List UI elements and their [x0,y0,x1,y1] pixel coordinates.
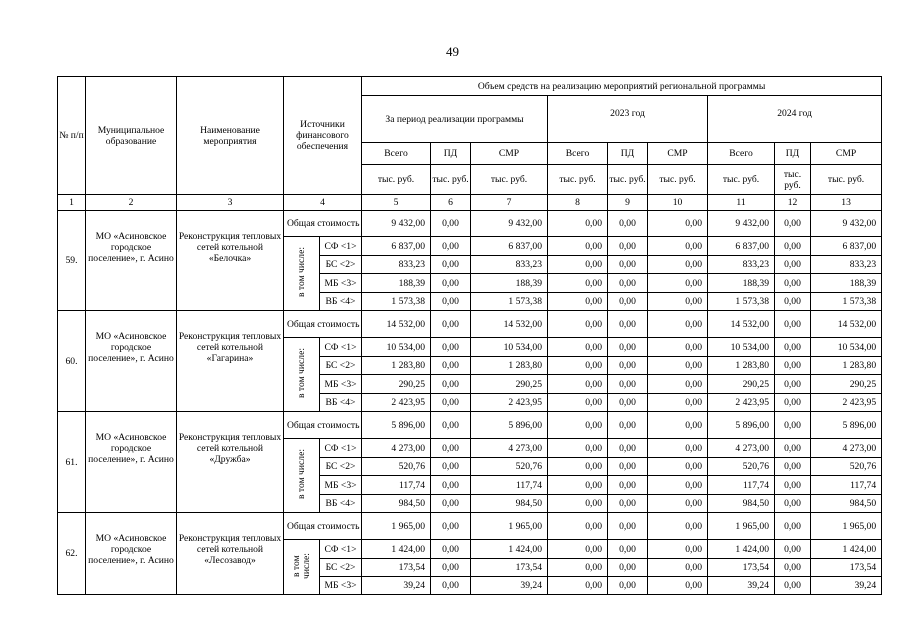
source-value-cell: 0,00 [648,495,708,513]
source-value-cell: 39,24 [471,577,548,595]
source-value-cell: 0,00 [548,274,608,293]
source-value-cell: 173,54 [811,559,882,577]
source-value-cell: 0,00 [648,439,708,458]
source-value-cell: 39,24 [362,577,431,595]
source-value-cell: 0,00 [775,256,811,274]
source-value-cell: 0,00 [775,458,811,476]
source-value-cell: 39,24 [708,577,775,595]
source-value-cell: 0,00 [648,237,708,256]
measure-name-cell: Реконструкция тепловых сетей котельной «Дружба» [177,412,284,513]
source-value-cell: 0,00 [548,357,608,375]
source-value-cell: 0,00 [648,293,708,311]
source-value-cell: 1 283,80 [362,357,431,375]
source-value-cell: 1 573,38 [362,293,431,311]
source-value-cell: 10 534,00 [362,338,431,357]
source-value-cell: 0,00 [775,274,811,293]
source-value-cell: 1 424,00 [708,540,775,559]
total-value-cell: 5 896,00 [811,412,882,439]
column-index-cell: 2 [86,195,177,211]
source-value-cell: 0,00 [431,559,471,577]
source-value-cell: 117,74 [362,476,431,495]
source-value-cell: 188,39 [362,274,431,293]
source-value-cell: 6 837,00 [708,237,775,256]
header-period-2023: 2023 год [548,96,708,143]
source-value-cell: 1 424,00 [362,540,431,559]
source-value-cell: 0,00 [648,274,708,293]
column-index-cell: 7 [471,195,548,211]
source-value-cell: 6 837,00 [811,237,882,256]
table-row [58,311,882,338]
column-index-cell: 9 [608,195,648,211]
column-index-cell: 5 [362,195,431,211]
total-value-cell: 0,00 [548,412,608,439]
source-value-cell: 0,00 [548,237,608,256]
total-value-cell: 0,00 [608,211,648,237]
header-row-1 [58,77,882,96]
source-label: МБ <3> [320,274,362,293]
source-value-cell: 0,00 [608,375,648,394]
total-value-cell: 0,00 [648,311,708,338]
source-value-cell: 117,74 [471,476,548,495]
source-value-cell: 0,00 [431,540,471,559]
source-label: МБ <3> [320,375,362,394]
source-value-cell: 0,00 [608,237,648,256]
municipality-cell: МО «Асиновское городское поселение», г. Асино [86,311,177,412]
source-value-cell: 0,00 [648,338,708,357]
source-value-cell: 0,00 [775,394,811,412]
source-label: МБ <3> [320,577,362,595]
source-value-cell: 188,39 [471,274,548,293]
source-value-cell: 290,25 [811,375,882,394]
source-value-cell: 0,00 [431,237,471,256]
source-value-cell: 117,74 [811,476,882,495]
row-number: 61. [58,412,86,513]
header-period-total: За период реализации программы [362,96,548,143]
including-label [284,540,320,595]
total-value-cell: 0,00 [648,412,708,439]
column-index-row [58,195,882,211]
total-value-cell: 0,00 [431,211,471,237]
total-value-cell: 9 432,00 [811,211,882,237]
source-value-cell: 0,00 [775,338,811,357]
source-value-cell: 1 573,38 [708,293,775,311]
header-unit-pd-1: тыс. руб. [431,165,471,195]
municipality-cell: МО «Асиновское городское поселение», г. Асино [86,412,177,513]
source-value-cell: 0,00 [648,559,708,577]
measure-name-cell: Реконструкция тепловых сетей котельной «Лесозавод» [177,513,284,595]
header-pd-3: ПД [775,143,811,165]
source-value-cell: 290,25 [362,375,431,394]
source-value-cell: 0,00 [775,559,811,577]
source-value-cell: 1 283,80 [708,357,775,375]
source-value-cell: 4 273,00 [362,439,431,458]
source-value-cell: 0,00 [431,458,471,476]
including-label [284,338,320,412]
header-unit-5: тыс. руб. [708,165,775,195]
source-value-cell: 0,00 [548,293,608,311]
header-vsego-1: Всего [362,143,431,165]
total-value-cell: 1 965,00 [708,513,775,540]
source-value-cell: 0,00 [548,458,608,476]
total-value-cell: 1 965,00 [471,513,548,540]
source-value-cell: 2 423,95 [362,394,431,412]
source-value-cell: 0,00 [608,559,648,577]
total-value-cell: 5 896,00 [362,412,431,439]
source-value-cell: 117,74 [708,476,775,495]
total-value-cell: 0,00 [648,513,708,540]
source-value-cell: 290,25 [708,375,775,394]
source-value-cell: 833,23 [362,256,431,274]
source-value-cell: 4 273,00 [708,439,775,458]
total-cost-label: Общая стоимость [284,513,362,540]
header-smr-1: СМР [471,143,548,165]
source-value-cell: 0,00 [548,476,608,495]
measure-name-cell: Реконструкция тепловых сетей котельной «Белочка» [177,211,284,311]
source-value-cell: 0,00 [775,476,811,495]
source-value-cell: 6 837,00 [362,237,431,256]
source-value-cell: 0,00 [548,577,608,595]
total-value-cell: 0,00 [775,211,811,237]
source-value-cell: 0,00 [608,439,648,458]
source-value-cell: 0,00 [431,476,471,495]
source-value-cell: 1 283,80 [471,357,548,375]
source-value-cell: 0,00 [775,375,811,394]
source-label: СФ <1> [320,237,362,256]
source-value-cell: 0,00 [775,357,811,375]
source-value-cell: 0,00 [775,540,811,559]
source-value-cell: 0,00 [548,256,608,274]
municipality-cell: МО «Асиновское городское поселение», г. Асино [86,513,177,595]
total-value-cell: 0,00 [775,311,811,338]
column-index-cell: 8 [548,195,608,211]
total-value-cell: 0,00 [548,513,608,540]
table-row [58,211,882,237]
including-text: в том числе: [295,448,307,499]
source-value-cell: 173,54 [471,559,548,577]
total-value-cell: 0,00 [775,412,811,439]
source-value-cell: 0,00 [775,577,811,595]
source-value-cell: 0,00 [648,256,708,274]
header-vsego-3: Всего [708,143,775,165]
source-value-cell: 0,00 [548,559,608,577]
source-value-cell: 0,00 [431,274,471,293]
source-value-cell: 0,00 [431,293,471,311]
including-text: в том числе: [290,552,312,579]
including-label [284,237,320,311]
source-label: СФ <1> [320,439,362,458]
source-value-cell: 0,00 [648,357,708,375]
source-value-cell: 520,76 [811,458,882,476]
source-value-cell: 0,00 [608,476,648,495]
source-value-cell: 0,00 [608,540,648,559]
source-value-cell: 2 423,95 [708,394,775,412]
header-unit-1: тыс. руб. [362,165,431,195]
source-value-cell: 188,39 [708,274,775,293]
total-value-cell: 0,00 [431,513,471,540]
header-col-mo: Муниципальное образование [86,77,177,195]
source-value-cell: 0,00 [431,439,471,458]
total-value-cell: 0,00 [548,211,608,237]
source-value-cell: 1 424,00 [471,540,548,559]
total-value-cell: 9 432,00 [362,211,431,237]
column-index-cell: 13 [811,195,882,211]
source-value-cell: 0,00 [775,237,811,256]
total-cost-label: Общая стоимость [284,412,362,439]
source-value-cell: 1 573,38 [811,293,882,311]
total-value-cell: 1 965,00 [362,513,431,540]
source-value-cell: 0,00 [775,293,811,311]
source-label: БС <2> [320,256,362,274]
source-value-cell: 0,00 [548,338,608,357]
header-col-name: Наименование мероприятия [177,77,284,195]
header-col-sources: Источники финансового обеспечения [284,77,362,195]
measure-name-cell: Реконструкция тепловых сетей котельной «Гагарина» [177,311,284,412]
source-value-cell: 0,00 [608,394,648,412]
column-index-cell: 1 [58,195,86,211]
column-index-cell: 3 [177,195,284,211]
source-value-cell: 4 273,00 [811,439,882,458]
header-col-no: № п/п [58,77,86,195]
source-value-cell: 0,00 [648,476,708,495]
total-value-cell: 0,00 [608,412,648,439]
source-value-cell: 0,00 [775,439,811,458]
source-label: СФ <1> [320,540,362,559]
source-value-cell: 0,00 [431,338,471,357]
including-text: в том числе: [295,246,307,297]
source-label: ВБ <4> [320,394,362,412]
table-row [58,513,882,540]
source-value-cell: 984,50 [362,495,431,513]
source-value-cell: 0,00 [608,577,648,595]
total-value-cell: 5 896,00 [708,412,775,439]
source-value-cell: 0,00 [431,256,471,274]
program-funding-table [57,76,882,595]
total-cost-label: Общая стоимость [284,211,362,237]
total-value-cell: 14 532,00 [811,311,882,338]
source-value-cell: 173,54 [362,559,431,577]
table-row [58,412,882,439]
source-value-cell: 0,00 [431,394,471,412]
source-value-cell: 0,00 [548,394,608,412]
source-value-cell: 0,00 [648,375,708,394]
source-value-cell: 984,50 [708,495,775,513]
header-unit-pd-2: тыс. руб. [608,165,648,195]
source-label: ВБ <4> [320,495,362,513]
row-number: 60. [58,311,86,412]
header-group-title: Объем средств на реализацию мероприятий региональной программы [362,77,882,96]
total-value-cell: 0,00 [608,311,648,338]
source-value-cell: 984,50 [471,495,548,513]
source-value-cell: 0,00 [431,577,471,595]
source-value-cell: 290,25 [471,375,548,394]
column-index-cell: 11 [708,195,775,211]
page-number: 49 [446,44,459,59]
source-value-cell: 0,00 [608,495,648,513]
total-value-cell: 14 532,00 [362,311,431,338]
source-value-cell: 0,00 [548,495,608,513]
source-value-cell: 0,00 [548,439,608,458]
header-unit-3: тыс. руб. [548,165,608,195]
header-smr-2: СМР [648,143,708,165]
source-value-cell: 0,00 [775,495,811,513]
source-value-cell: 173,54 [708,559,775,577]
total-value-cell: 0,00 [431,311,471,338]
municipality-cell: МО «Асиновское городское поселение», г. Асино [86,211,177,311]
source-value-cell: 10 534,00 [471,338,548,357]
total-value-cell: 9 432,00 [471,211,548,237]
source-value-cell: 0,00 [431,357,471,375]
source-value-cell: 0,00 [648,540,708,559]
source-value-cell: 0,00 [608,256,648,274]
source-value-cell: 1 573,38 [471,293,548,311]
column-index-cell: 12 [775,195,811,211]
source-value-cell: 520,76 [471,458,548,476]
source-label: СФ <1> [320,338,362,357]
source-value-cell: 984,50 [811,495,882,513]
source-label: МБ <3> [320,476,362,495]
header-pd-1: ПД [431,143,471,165]
total-value-cell: 0,00 [548,311,608,338]
source-value-cell: 10 534,00 [811,338,882,357]
header-pd-2: ПД [608,143,648,165]
source-value-cell: 0,00 [548,540,608,559]
total-value-cell: 1 965,00 [811,513,882,540]
total-value-cell: 0,00 [775,513,811,540]
source-value-cell: 2 423,95 [811,394,882,412]
source-value-cell: 2 423,95 [471,394,548,412]
column-index-cell: 10 [648,195,708,211]
source-value-cell: 0,00 [648,458,708,476]
total-cost-label: Общая стоимость [284,311,362,338]
source-value-cell: 0,00 [648,394,708,412]
source-value-cell: 6 837,00 [471,237,548,256]
source-value-cell: 0,00 [648,577,708,595]
header-period-2024: 2024 год [708,96,882,143]
row-number: 62. [58,513,86,595]
header-vsego-2: Всего [548,143,608,165]
source-value-cell: 0,00 [431,495,471,513]
total-value-cell: 9 432,00 [708,211,775,237]
source-value-cell: 0,00 [608,458,648,476]
source-value-cell: 1 424,00 [811,540,882,559]
source-label: БС <2> [320,458,362,476]
header-unit-6: тыс. руб. [811,165,882,195]
total-value-cell: 0,00 [648,211,708,237]
total-value-cell: 14 532,00 [708,311,775,338]
header-smr-3: СМР [811,143,882,165]
source-value-cell: 0,00 [608,357,648,375]
source-label: БС <2> [320,559,362,577]
source-value-cell: 188,39 [811,274,882,293]
source-value-cell: 0,00 [608,338,648,357]
total-value-cell: 5 896,00 [471,412,548,439]
total-value-cell: 0,00 [608,513,648,540]
source-value-cell: 520,76 [362,458,431,476]
header-unit-2: тыс. руб. [471,165,548,195]
including-text: в том числе: [295,347,307,398]
source-value-cell: 39,24 [811,577,882,595]
column-index-cell: 4 [284,195,362,211]
source-value-cell: 4 273,00 [471,439,548,458]
including-label [284,439,320,513]
source-value-cell: 0,00 [608,293,648,311]
source-value-cell: 833,23 [708,256,775,274]
source-value-cell: 0,00 [548,375,608,394]
total-value-cell: 14 532,00 [471,311,548,338]
source-value-cell: 520,76 [708,458,775,476]
total-value-cell: 0,00 [431,412,471,439]
source-value-cell: 0,00 [431,375,471,394]
source-value-cell: 833,23 [811,256,882,274]
source-value-cell: 1 283,80 [811,357,882,375]
source-value-cell: 10 534,00 [708,338,775,357]
column-index-cell: 6 [431,195,471,211]
source-value-cell: 0,00 [608,274,648,293]
source-label: БС <2> [320,357,362,375]
source-value-cell: 833,23 [471,256,548,274]
header-unit-pd-3: тыс. руб. [775,165,811,195]
row-number: 59. [58,211,86,311]
source-label: ВБ <4> [320,293,362,311]
header-unit-4: тыс. руб. [648,165,708,195]
